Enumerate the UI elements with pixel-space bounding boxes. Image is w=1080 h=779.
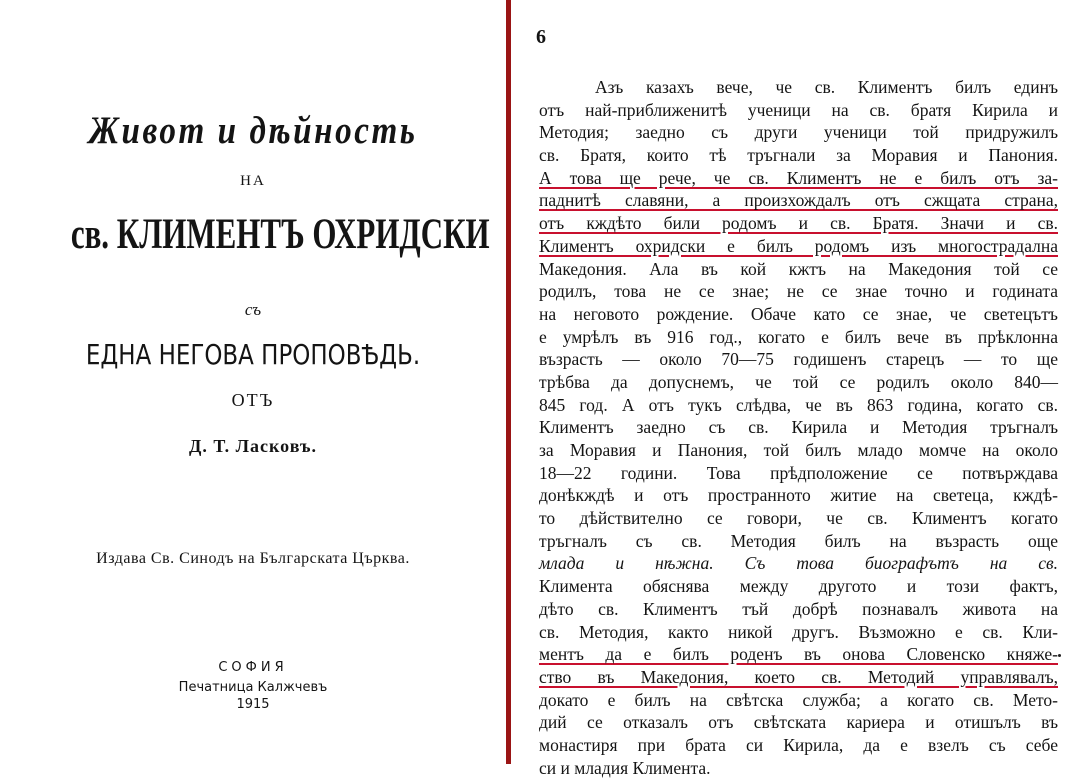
publisher: Издава Св. Синодъ на Българската Църква. [96, 550, 410, 567]
text-line-handwritten: млада и нѣжна. Съ това биографътъ на св. [539, 553, 1058, 574]
text-line: Климента обяснява между другото и този фактъ, [539, 576, 1058, 597]
text-line: 845 год. А отъ тукъ слѣдва, че въ 863 година, когато св. [539, 394, 1058, 415]
title-page [0, 0, 506, 764]
text-line: родилъ, това не се знае; не се знае точно и годината [539, 281, 1058, 302]
text-line: възрасть — около 70—75 годишенъ старецъ — то ще [539, 349, 1058, 370]
text-line: Климентъ заедно съ св. Кирила и Методия тръгналъ [539, 417, 1058, 438]
text-line-highlighted: А това ще рече, че св. Климентъ не е билъ отъ за- [539, 167, 1058, 188]
title-line-1: Живот и дѣйность [88, 109, 418, 152]
city: СОФИЯ [218, 660, 288, 675]
title-line-5: ЕДНА НЕГОВА ПРОПОВѢДЬ. [85, 338, 421, 371]
text-line: Методия; заедно съ други ученици той придружилъ [539, 122, 1058, 143]
body-text [539, 76, 1058, 779]
text-line: донѣкждѣ и отъ пространното житие на светеца, кждѣ- [539, 485, 1058, 506]
text-line: е умрѣлъ въ 916 год., когато е билъ вече въ прѣклонна [539, 326, 1058, 347]
text-line: монастиря при брата си Кирила, да е взелъ съ себе [539, 734, 1058, 755]
author: Д. Т. Ласковъ. [189, 436, 317, 456]
text-line: на неговото рождение. Обаче като се знае, че светецътъ [539, 303, 1058, 324]
text-line-highlighted: отъ кждѣто били родомъ и св. Братя. Значи и св. [539, 213, 1058, 234]
text-line-highlighted: паднитѣ славяни, а произхождалъ отъ сжщата страна, [539, 190, 1058, 211]
text-line-highlighted: ментъ да е билъ роденъ въ онова Словенско княже- [539, 644, 1058, 665]
text-line: дий се отказалъ отъ свѣтската кариера и отишълъ въ [539, 712, 1058, 733]
text-line: 18—22 години. Това прѣдположение се потвърждава [539, 462, 1058, 483]
text-line: тръгналъ съ св. Методия билъ на възрасть още [539, 530, 1058, 551]
text-line: си и младия Климента. [539, 757, 711, 778]
title-line-2: НА [240, 173, 266, 189]
text-line-highlighted: ство въ Македония, което св. Методий управлявалъ, [539, 666, 1058, 687]
title-line-4: съ [244, 300, 262, 319]
title-line-6: ОТЪ [231, 390, 275, 410]
text-line: св. Методия, както никой другъ. Възможно е св. Кли- [539, 621, 1058, 642]
text-line: дѣто св. Климентъ тъй добрѣ познавалъ живота на [539, 598, 1058, 619]
text-line: то дѣйствително се говори, че св. Климентъ когато [539, 508, 1058, 529]
text-line: отъ най-приближенитѣ ученици на св. братя Кирила и [539, 99, 1058, 120]
page-number: 6 [536, 26, 546, 48]
text-line: докато е билъ на свѣтска служба; а когато св. Мето- [539, 689, 1058, 710]
text-line-highlighted: Климентъ охридски е билъ родомъ изъ многострадална [539, 235, 1058, 256]
printer: Печатница Калжчевъ [178, 680, 328, 695]
ink-speck [1058, 654, 1061, 657]
title-line-3: св. КЛИМЕНТЪ ОХРИДСКИ [70, 211, 490, 258]
text-line: Азъ казахъ вече, че св. Климентъ билъ единъ [595, 77, 1058, 97]
text-line: за Моравия и Панония, той билъ младо момче на около [539, 440, 1058, 460]
text-line: трѣбва да допуснемъ, че той се родилъ около 840— [539, 371, 1058, 392]
text-line: св. Братя, които тѣ тръгнали за Моравия и Панония. [539, 145, 1058, 166]
text-line: Македония. Ала въ кой кжтъ на Македония той се [539, 258, 1058, 279]
year: 1915 [236, 697, 270, 712]
